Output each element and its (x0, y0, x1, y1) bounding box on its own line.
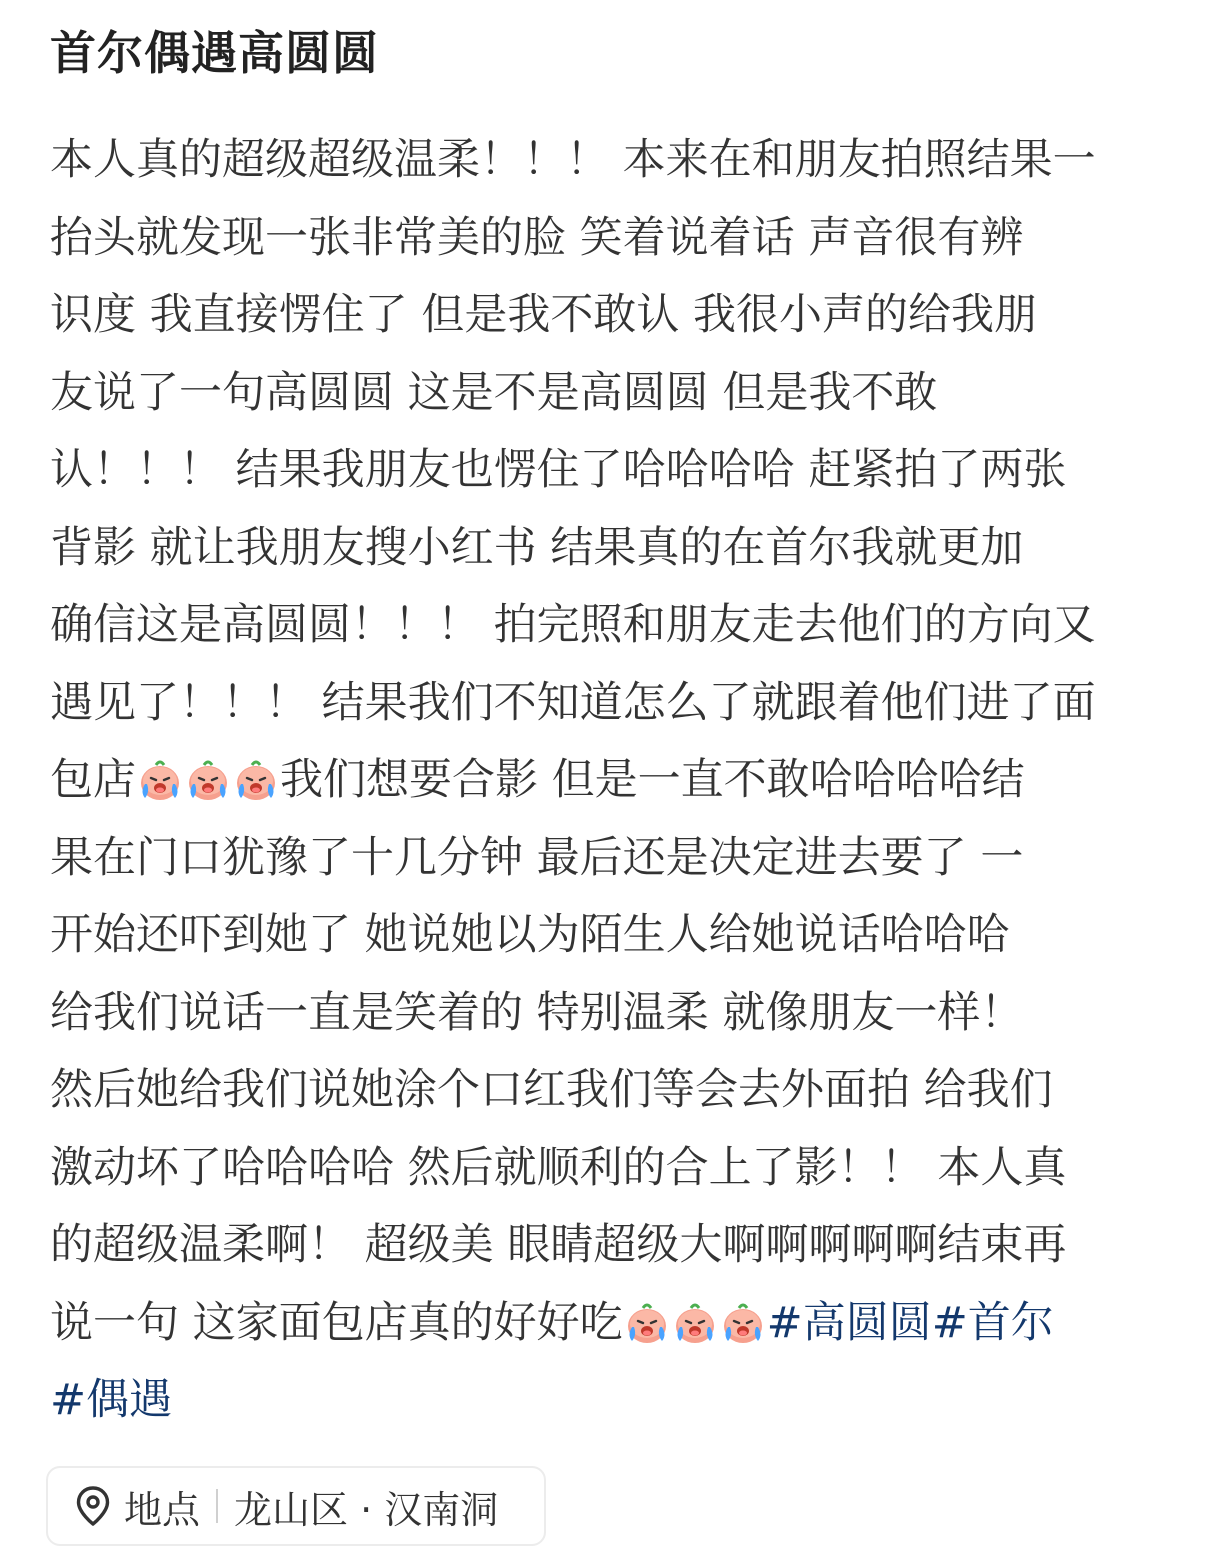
post-text: 给我们说话一直是笑着的 特别温柔 就像朋友一样！ (50, 987, 1024, 1038)
crying-laughing-emoji (185, 756, 231, 802)
post-body-line (50, 200, 1160, 278)
post-text: 激动坏了哈哈哈哈 然后就顺利的合上了影！！ 本人真 (50, 1142, 1067, 1193)
location-chip[interactable] (46, 1466, 546, 1546)
post-body-line (50, 975, 1160, 1053)
post-body-line (50, 820, 1160, 898)
post-body-line (50, 122, 1160, 200)
post-body-line (50, 742, 1160, 820)
post-body-line (50, 1207, 1160, 1285)
crying-laughing-emoji (137, 756, 183, 802)
post-text: 遇见了！！！ 结果我们不知道怎么了就跟着他们进了面 (50, 677, 1096, 728)
post-text: 确信这是高圆圆！！！ 拍完照和朋友走去他们的方向又 (50, 600, 1096, 650)
post-text: 开始还吓到她了 她说她以为陌生人给她说话哈哈哈 (50, 910, 1010, 960)
post-body-line (50, 1285, 1160, 1363)
post-title: 首尔偶遇高圆圆 (50, 26, 379, 80)
post-text: 本人真的超级超级温柔！！！ 本来在和朋友拍照结果一 (50, 135, 1096, 185)
post-body-line (50, 277, 1160, 355)
hashtag-link[interactable]: #首尔 (931, 1297, 1054, 1348)
post-body-line (50, 510, 1160, 588)
post-text: 包店 (50, 755, 136, 805)
crying-laughing-emoji (720, 1299, 766, 1345)
hashtag-link[interactable]: #高圆圆 (766, 1297, 932, 1348)
post-text: 友说了一句高圆圆 这是不是高圆圆 但是我不敢 (50, 367, 938, 418)
post-text: 说一句 这家面包店真的好好吃 (50, 1297, 623, 1348)
post-text: 抬头就发现一张非常美的脸 笑着说着话 声音很有辨 (50, 212, 1024, 263)
location-pin-icon (76, 1486, 110, 1526)
post-body-line (50, 665, 1160, 743)
post-text: 我们想要合影 但是一直不敢哈哈哈哈结 (280, 755, 1025, 805)
crying-laughing-emoji (233, 756, 279, 802)
post-body-line (50, 432, 1160, 510)
post-text: 识度 我直接愣住了 但是我不敢认 我很小声的给我朋 (50, 290, 1038, 340)
crying-laughing-emoji (672, 1299, 718, 1345)
post-body-line (50, 1362, 1160, 1440)
location-label: 地点 (124, 1487, 201, 1532)
post-body-line (50, 355, 1160, 433)
crying-laughing-emoji (624, 1299, 670, 1345)
post-body (50, 122, 1160, 1440)
post-body-line (50, 897, 1160, 975)
post-content (50, 20, 1160, 1440)
post-text: 果在门口犹豫了十几分钟 最后还是决定进去要了 一 (50, 832, 1024, 883)
location-place: 龙山区 · 汉南洞 (234, 1487, 499, 1532)
post-text: 的超级温柔啊！ 超级美 眼睛超级大啊啊啊啊啊结束再 (50, 1220, 1067, 1270)
location-divider (216, 1489, 218, 1523)
post-body-line (50, 1052, 1160, 1130)
post-text: 背影 就让我朋友搜小红书 结果真的在首尔我就更加 (50, 522, 1024, 573)
post-body-line (50, 587, 1160, 665)
post-body-line (50, 1130, 1160, 1208)
post-text: 认！！！ 结果我朋友也愣住了哈哈哈哈 赶紧拍了两张 (50, 445, 1067, 495)
post-text: 然后她给我们说她涂个口红我们等会去外面拍 给我们 (50, 1065, 1053, 1115)
hashtag-link[interactable]: #偶遇 (50, 1375, 173, 1425)
